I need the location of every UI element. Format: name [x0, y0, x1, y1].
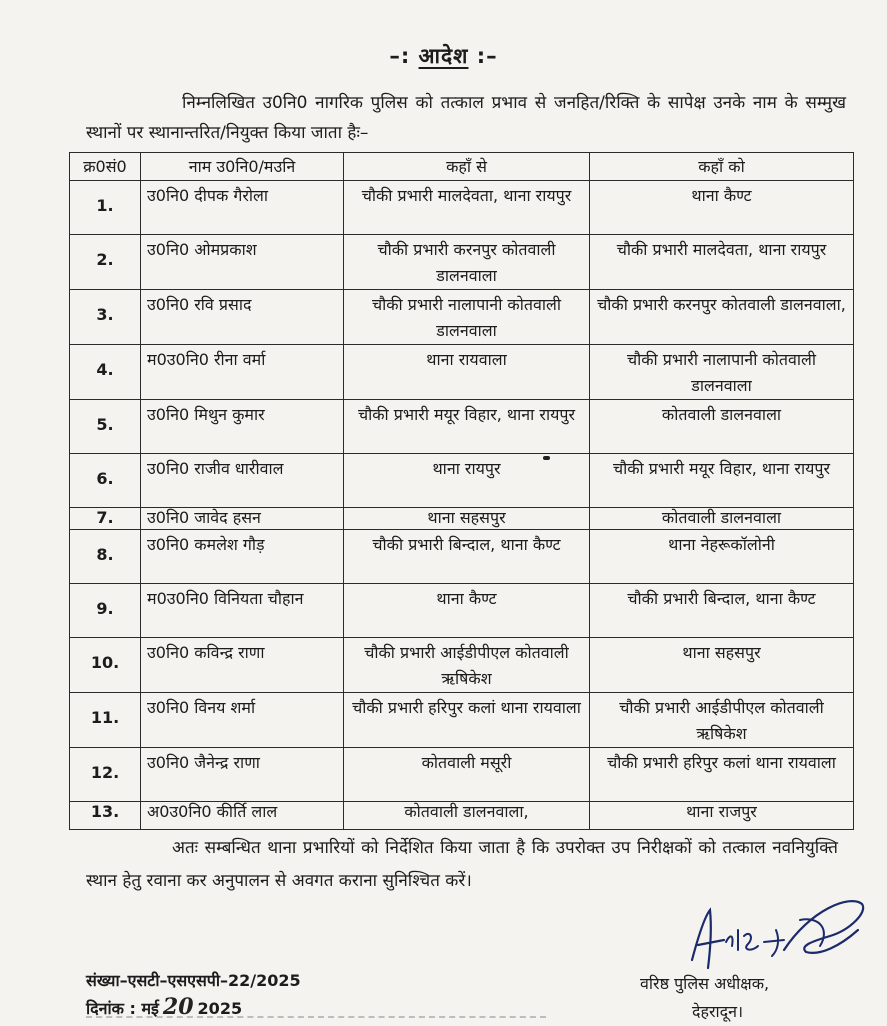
row-from-posting: थाना सहसपुर: [344, 508, 590, 530]
row-serial: 4.: [70, 345, 141, 400]
row-serial: 5.: [70, 400, 141, 454]
designation-place: देहरादून।: [692, 1002, 744, 1021]
row-from-posting: चौकी प्रभारी बिन्दाल, थाना कैण्ट: [344, 530, 590, 584]
header-name: नाम उ0नि0/मउनि: [141, 153, 344, 181]
row-officer-name: उ0नि0 कविन्द्र राणा: [141, 638, 344, 693]
row-officer-name: उ0नि0 जावेद हसन: [141, 508, 344, 530]
row-officer-name: उ0नि0 ओमप्रकाश: [141, 235, 344, 290]
row-serial: 7.: [70, 508, 141, 530]
row-serial: 3.: [70, 290, 141, 345]
order-heading: [0, 42, 887, 70]
table-header-row: [70, 153, 854, 181]
header-from: कहाँ से: [344, 153, 590, 181]
date-label: दिनांक : मई: [86, 999, 159, 1018]
heading-word: आदेश: [418, 44, 469, 68]
row-to-posting: चौकी प्रभारी बिन्दाल, थाना कैण्ट: [590, 584, 854, 638]
table-row: [70, 290, 854, 345]
row-from-posting: कोतवाली डालनवाला,: [344, 802, 590, 830]
row-from-posting: चौकी प्रभारी करनपुर कोतवाली डालनवाला: [344, 235, 590, 290]
table-row: [70, 235, 854, 290]
row-to-posting: चौकी प्रभारी नालापानी कोतवाली डालनवाला: [590, 345, 854, 400]
row-from-posting: चौकी प्रभारी आईडीपीएल कोतवाली ऋषिकेश: [344, 638, 590, 693]
row-from-posting: कोतवाली मसूरी: [344, 748, 590, 802]
row-officer-name: म0उ0नि0 रीना वर्मा: [141, 345, 344, 400]
row-to-posting: थाना नेहरूकॉलोनी: [590, 530, 854, 584]
row-serial: 11.: [70, 693, 141, 748]
row-serial: 8.: [70, 530, 141, 584]
reference-number: संख्या–एसटी–एसएसपी–22/2025: [86, 971, 301, 990]
row-officer-name: अ0उ0नि0 कीर्ति लाल: [141, 802, 344, 830]
table-row: [70, 802, 854, 830]
row-officer-name: म0उ0नि0 विनियता चौहान: [141, 584, 344, 638]
row-serial: 9.: [70, 584, 141, 638]
row-to-posting: चौकी प्रभारी मयूर विहार, थाना रायपुर: [590, 454, 854, 508]
page-edge-line: [86, 1016, 546, 1021]
row-from-posting: चौकी प्रभारी मालदेवता, थाना रायपुर: [344, 181, 590, 235]
row-to-posting: चौकी प्रभारी हरिपुर कलां थाना रायवाला: [590, 748, 854, 802]
table-row: [70, 181, 854, 235]
row-to-posting: थाना सहसपुर: [590, 638, 854, 693]
table-row: [70, 530, 854, 584]
row-from-posting: चौकी प्रभारी नालापानी कोतवाली डालनवाला: [344, 290, 590, 345]
table-row: [70, 584, 854, 638]
row-officer-name: उ0नि0 दीपक गैरोला: [141, 181, 344, 235]
table-row: [70, 454, 854, 508]
row-officer-name: उ0नि0 मिथुन कुमार: [141, 400, 344, 454]
table-row: [70, 345, 854, 400]
date-year: 2025: [197, 999, 243, 1018]
table-row: [70, 693, 854, 748]
signature: [680, 890, 870, 980]
row-officer-name: उ0नि0 जैनेन्द्र राणा: [141, 748, 344, 802]
row-serial: 12.: [70, 748, 141, 802]
row-serial: 2.: [70, 235, 141, 290]
heading-prefix: –:: [389, 44, 419, 68]
designation-title: वरिष्ठ पुलिस अधीक्षक,: [640, 974, 770, 993]
row-to-posting: थाना कैण्ट: [590, 181, 854, 235]
row-to-posting: चौकी प्रभारी आईडीपीएल कोतवाली ऋषिकेश: [590, 693, 854, 748]
header-serial: क्र0सं0: [70, 153, 141, 181]
row-to-posting: थाना राजपुर: [590, 802, 854, 830]
heading-suffix: :–: [468, 44, 498, 68]
row-to-posting: कोतवाली डालनवाला: [590, 400, 854, 454]
row-to-posting: कोतवाली डालनवाला: [590, 508, 854, 530]
row-serial: 13.: [70, 802, 141, 830]
table-row: [70, 400, 854, 454]
header-to: कहाँ को: [590, 153, 854, 181]
table-row: [70, 508, 854, 530]
transfer-table: [69, 152, 854, 830]
instruction-paragraph: अतः सम्बन्धित थाना प्रभारियों को निर्देशित किया जाता है कि उपरोक्त उप निरीक्षकों को तत्काल नवनियुक्ति स्थान हेतु रवाना कर अनुपालन से अवगत कराना सुनिश्चित करें।: [86, 838, 838, 891]
row-from-posting: थाना रायपुर: [344, 454, 590, 508]
row-officer-name: उ0नि0 रवि प्रसाद: [141, 290, 344, 345]
designation-block: [640, 970, 769, 1026]
table-row: [70, 748, 854, 802]
intro-paragraph: निम्नलिखित उ0नि0 नागरिक पुलिस को तत्काल प्रभाव से जनहित/रिक्ति के सापेक्ष उनके नाम के सम्मुख स्थानों पर स्थानान्तरित/नियुक्त किया जाता हैः–: [86, 93, 846, 143]
row-to-posting: चौकी प्रभारी करनपुर कोतवाली डालनवाला,: [590, 290, 854, 345]
date-day: 20: [162, 994, 194, 1020]
row-from-posting: थाना कैण्ट: [344, 584, 590, 638]
reference-block: [86, 968, 301, 1022]
row-officer-name: उ0नि0 कमलेश गौड़: [141, 530, 344, 584]
row-from-posting: थाना रायवाला: [344, 345, 590, 400]
row-from-posting: चौकी प्रभारी मयूर विहार, थाना रायपुर: [344, 400, 590, 454]
row-serial: 1.: [70, 181, 141, 235]
table-row: [70, 638, 854, 693]
row-officer-name: उ0नि0 विनय शर्मा: [141, 693, 344, 748]
row-serial: 10.: [70, 638, 141, 693]
row-serial: 6.: [70, 454, 141, 508]
row-officer-name: उ0नि0 राजीव धारीवाल: [141, 454, 344, 508]
row-to-posting: चौकी प्रभारी मालदेवता, थाना रायपुर: [590, 235, 854, 290]
row-from-posting: चौकी प्रभारी हरिपुर कलां थाना रायवाला: [344, 693, 590, 748]
ink-mark: [543, 456, 550, 460]
